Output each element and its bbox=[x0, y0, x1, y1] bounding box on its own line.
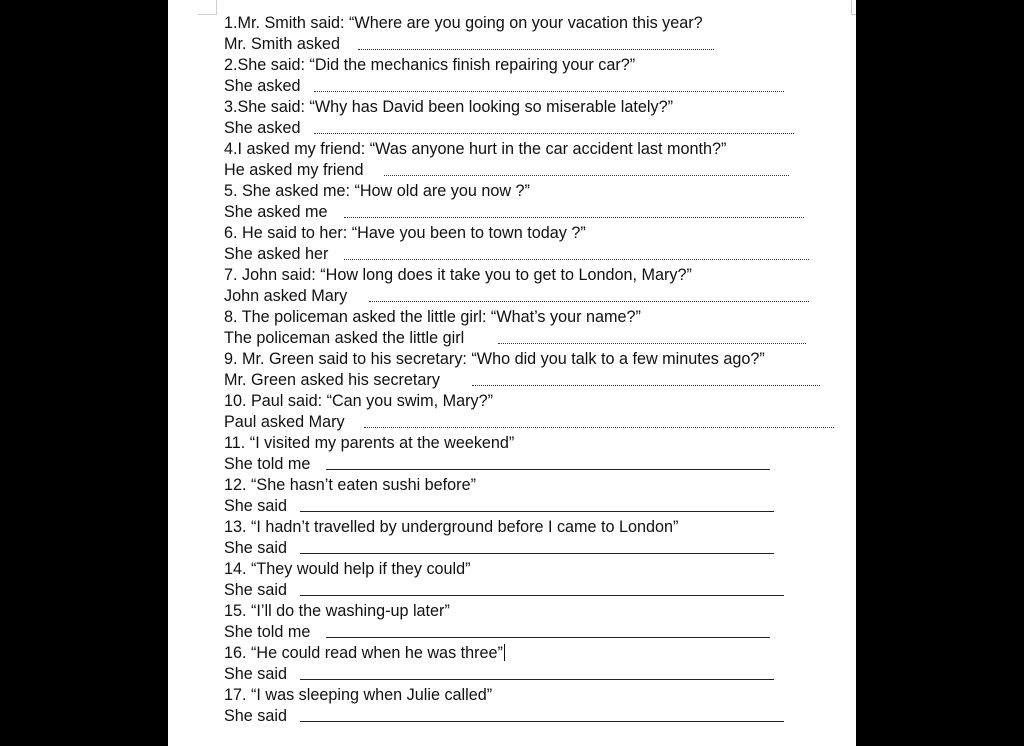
question-13: 13. “I hadn’t travelled by underground before I came to London” bbox=[224, 518, 679, 536]
question-14: 14. “They would help if they could” bbox=[224, 560, 471, 578]
answer-14-prompt: She said bbox=[224, 581, 287, 599]
page-corner-mark bbox=[198, 0, 217, 15]
answer-9-blank[interactable] bbox=[472, 385, 820, 386]
question-17: 17. “I was sleeping when Julie called” bbox=[224, 686, 493, 704]
answer-17-prompt: She said bbox=[224, 707, 287, 725]
question-16 bbox=[224, 643, 505, 663]
answer-16-blank[interactable] bbox=[300, 679, 774, 680]
answer-17[interactable] bbox=[224, 706, 287, 726]
question-6: 6. He said to her: “Have you been to town today ?” bbox=[224, 224, 586, 242]
answer-5-blank[interactable] bbox=[344, 217, 804, 218]
question-15: 15. “I’ll do the washing-up later” bbox=[224, 602, 450, 620]
answer-1[interactable] bbox=[224, 34, 340, 54]
answer-16[interactable] bbox=[224, 664, 287, 684]
answer-8[interactable] bbox=[224, 328, 464, 348]
answer-2-prompt: She asked bbox=[224, 77, 301, 95]
answer-1-blank[interactable] bbox=[358, 49, 714, 50]
answer-7[interactable] bbox=[224, 286, 347, 306]
answer-3-blank[interactable] bbox=[314, 133, 794, 134]
question-3: 3.She said: “Why has David been looking so miserable lately?” bbox=[224, 98, 673, 116]
question-1: 1.Mr. Smith said: “Where are you going on your vacation this year? bbox=[224, 14, 703, 32]
answer-4[interactable] bbox=[224, 160, 363, 180]
answer-12-blank[interactable] bbox=[300, 511, 774, 512]
answer-16-prompt: She said bbox=[224, 665, 287, 683]
answer-4-prompt: He asked my friend bbox=[224, 161, 364, 179]
answer-12-prompt: She said bbox=[224, 497, 287, 515]
question-11: 11. “I visited my parents at the weekend” bbox=[224, 434, 515, 452]
answer-6[interactable] bbox=[224, 244, 328, 264]
question-10: 10. Paul said: “Can you swim, Mary?” bbox=[224, 392, 493, 410]
answer-9[interactable] bbox=[224, 370, 440, 390]
answer-10-prompt: Paul asked Mary bbox=[224, 413, 345, 431]
text-cursor bbox=[504, 644, 506, 661]
answer-2-blank[interactable] bbox=[314, 91, 784, 92]
question-7: 7. John said: “How long does it take you to get to London, Mary?” bbox=[224, 266, 692, 284]
answer-11-blank[interactable] bbox=[326, 469, 770, 470]
answer-5[interactable] bbox=[224, 202, 327, 222]
answer-3-prompt: She asked bbox=[224, 119, 301, 137]
question-5: 5. She asked me: “How old are you now ?” bbox=[224, 182, 530, 200]
answer-6-prompt: She asked her bbox=[224, 245, 329, 263]
answer-14[interactable] bbox=[224, 580, 287, 600]
answer-15-blank[interactable] bbox=[326, 637, 770, 638]
answer-2[interactable] bbox=[224, 76, 301, 96]
answer-10-blank[interactable] bbox=[364, 427, 834, 428]
answer-13[interactable] bbox=[224, 538, 287, 558]
answer-6-blank[interactable] bbox=[344, 259, 809, 260]
answer-1-prompt: Mr. Smith asked bbox=[224, 35, 341, 53]
answer-12[interactable] bbox=[224, 496, 287, 516]
answer-7-prompt: John asked Mary bbox=[224, 287, 348, 305]
answer-3[interactable] bbox=[224, 118, 301, 138]
question-8: 8. The policeman asked the little girl: “What’s your name?” bbox=[224, 308, 641, 326]
answer-11[interactable] bbox=[224, 454, 310, 474]
question-2: 2.She said: “Did the mechanics finish repairing your car?” bbox=[224, 56, 636, 74]
answer-17-blank[interactable] bbox=[300, 721, 784, 722]
answer-5-prompt: She asked me bbox=[224, 203, 328, 221]
answer-8-blank[interactable] bbox=[498, 343, 806, 344]
question-16-text: 16. “He could read when he was three” bbox=[224, 644, 503, 662]
worksheet-page bbox=[168, 0, 856, 746]
answer-10[interactable] bbox=[224, 412, 345, 432]
answer-7-blank[interactable] bbox=[369, 301, 809, 302]
answer-4-blank[interactable] bbox=[384, 175, 789, 176]
question-12: 12. “She hasn’t eaten sushi before” bbox=[224, 476, 476, 494]
answer-13-blank[interactable] bbox=[300, 553, 774, 554]
answer-15-prompt: She told me bbox=[224, 623, 311, 641]
question-9: 9. Mr. Green said to his secretary: “Who did you talk to a few minutes ago?” bbox=[224, 350, 765, 368]
page-corner-mark bbox=[851, 0, 856, 15]
answer-15[interactable] bbox=[224, 622, 310, 642]
answer-11-prompt: She told me bbox=[224, 455, 311, 473]
answer-8-prompt: The policeman asked the little girl bbox=[224, 329, 465, 347]
answer-9-prompt: Mr. Green asked his secretary bbox=[224, 371, 440, 389]
question-4: 4.I asked my friend: “Was anyone hurt in the car accident last month?” bbox=[224, 140, 727, 158]
answer-14-blank[interactable] bbox=[300, 595, 784, 596]
answer-13-prompt: She said bbox=[224, 539, 287, 557]
